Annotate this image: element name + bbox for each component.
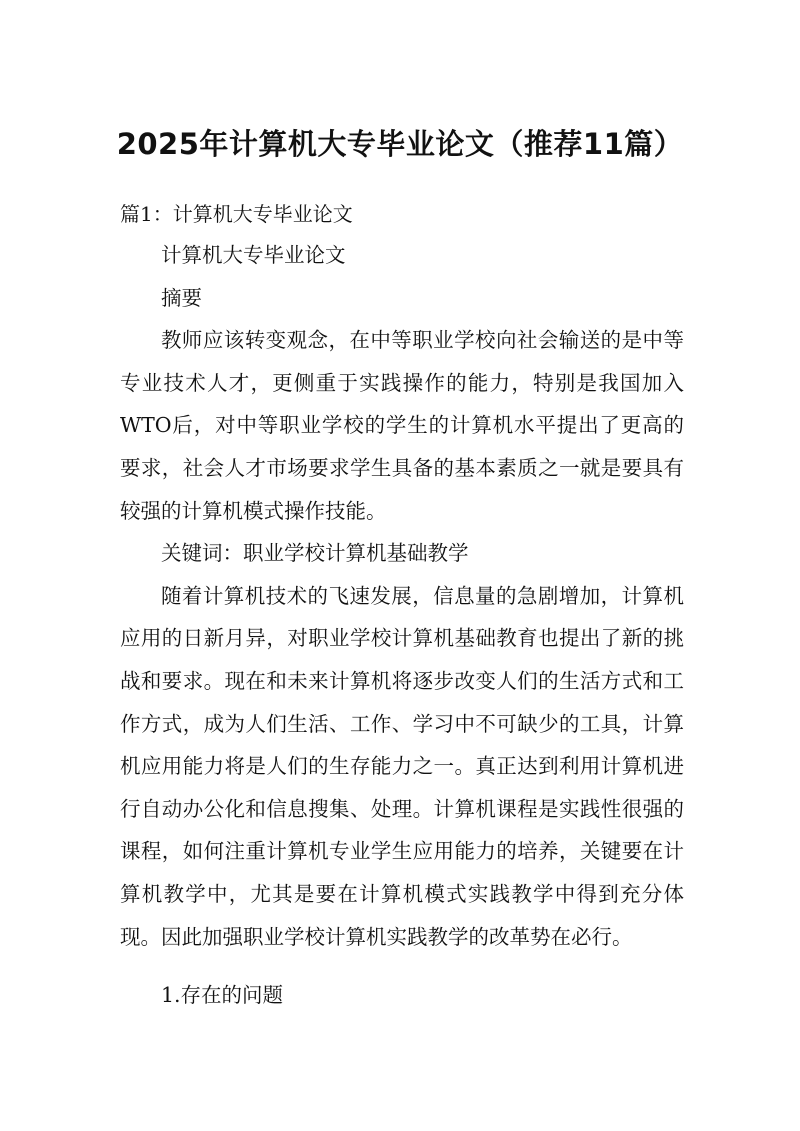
list-heading-problems: 1.存在的问题 [161,983,284,1008]
section-heading: 篇1：计算机大专毕业论文 [120,202,353,226]
keywords-line: 关键词：职业学校计算机基础教学 [161,541,469,566]
abstract-label: 摘要 [161,285,202,310]
document-body [120,234,684,1017]
paper-subtitle: 计算机大专毕业论文 [161,243,346,267]
abstract-paragraph: 教师应该转变观念，在中等职业学校向社会输送的是中等专业技术人才，更侧重于实践操作的能力，特别是我国加入WTO后，对中等职业学校的学生的计算机水平提出了更高的要求，社会人才市场要求学生具备的基本素质之一就是要具有较强的计算机模式操作技能。 [120,328,684,523]
document-title: 2025年计算机大专毕业论文（推荐11篇） [116,127,684,161]
intro-paragraph: 随着计算机技术的飞速发展，信息量的急剧增加，计算机应用的日新月异，对职业学校计算机基础教育也提出了新的挑战和要求。现在和未来计算机将逐步改变人们的生活方式和工作方式，成为人们生活、工作、学习中不可缺少的工具，计算机应用能力将是人们的生存能力之一。真正达到利用计算机进行自动办公化和信息搜集、处理。计算机课程是实践性很强的课程，如何注重计算机专业学生应用能力的培养，关键要在计算机教学中，尤其是要在计算机模式实践教学中得到充分体现。因此加强职业学校计算机实践教学的改革势在必行。 [120,583,684,949]
